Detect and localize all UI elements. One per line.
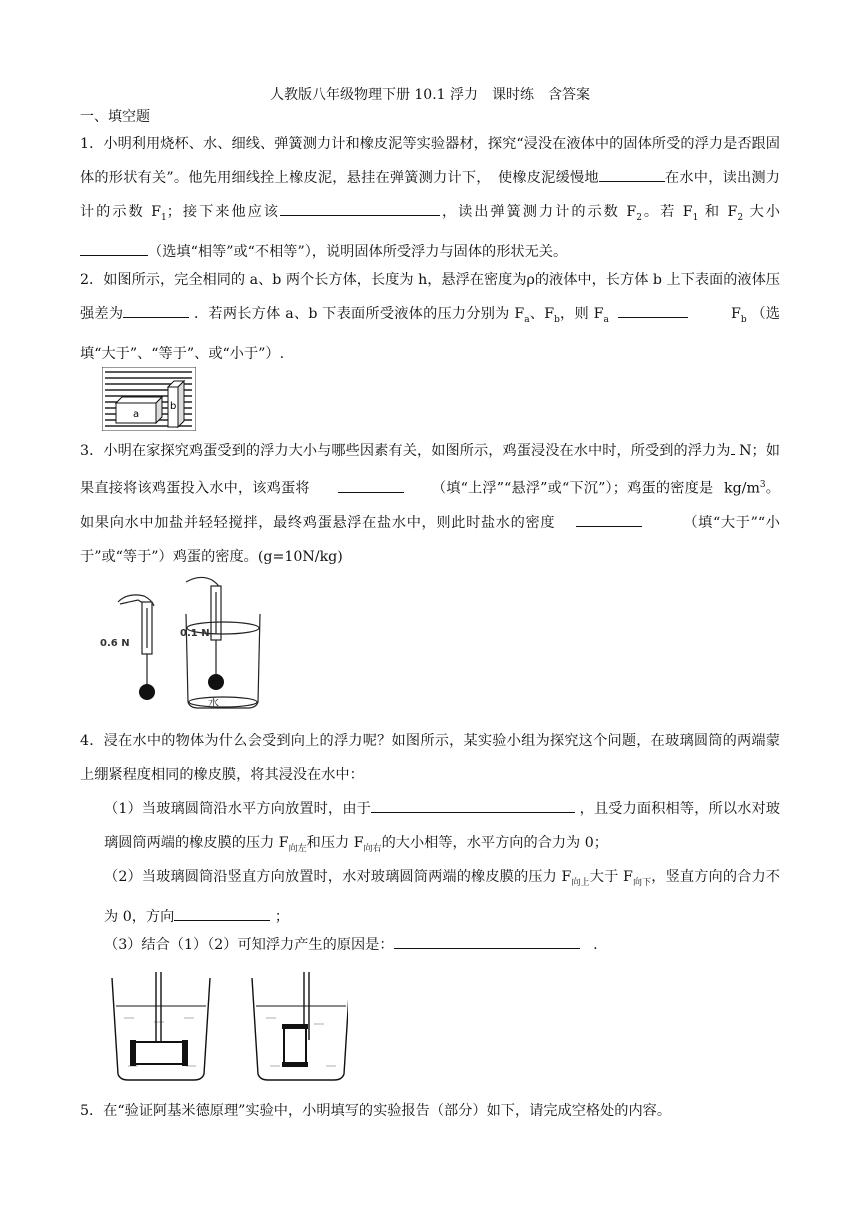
blank-1-1[interactable] bbox=[599, 165, 665, 182]
section-heading: 一、填空题 bbox=[80, 109, 150, 125]
figure-q4-cylinders bbox=[104, 970, 348, 1090]
box-b bbox=[168, 381, 184, 427]
blank-1-3[interactable] bbox=[80, 239, 148, 256]
blank-4-1[interactable] bbox=[371, 796, 575, 813]
svg-text:b: b bbox=[170, 401, 177, 412]
question-5: 5．在“验证阿基米德原理”实验中，小明填写的实验报告（部分）如下，请完成空格处的内容。 bbox=[80, 1103, 672, 1119]
reading-right: 0.1 N bbox=[180, 628, 210, 639]
box-a bbox=[116, 397, 162, 423]
question-2: 2．如图所示，完全相同的 a、b 两个长方体，长度为 h，悬浮在密度为ρ的液体中，长方体 b 上下表面的液体压强差为 ．若两长方体 a、b 下表面所受液体的压力分别为 $F_a$、$F_b$，则 $F_a$ $F_b$ （选填“大于”、“等于”、或“小于”）. bbox=[80, 272, 780, 362]
question-4-part-2: （2）当玻璃圆筒沿竖直方向放置时，水对玻璃圆筒两端的橡皮膜的压力 $F_{向上}$大于 $F_{向下}$，竖直方向的合力不为 0，方向 ； bbox=[104, 869, 780, 925]
blank-2-2[interactable] bbox=[618, 301, 688, 318]
page-title: 人教版八年级物理下册 10.1 浮力 课时练 含答案 bbox=[269, 87, 591, 103]
question-4-part-3: （3）结合（1）（2）可知浮力产生的原因是： . bbox=[104, 928, 780, 962]
blank-4-2[interactable] bbox=[174, 904, 270, 921]
question-4-part-1: （1）当玻璃圆筒沿水平方向放置时，由于 ，且受力面积相等，所以水对玻璃圆筒两端的橡皮膜的压力 $F_{向左}$和压力 $F_{向右}$的大小相等，水平方向的合力为 0； bbox=[104, 792, 780, 866]
blank-2-1[interactable] bbox=[123, 301, 189, 318]
horizontal-cylinder bbox=[130, 972, 188, 1066]
blank-3-3[interactable] bbox=[713, 476, 719, 493]
figure-q2-liquid bbox=[102, 367, 196, 431]
vertical-cylinder bbox=[282, 972, 309, 1067]
blank-1-2[interactable] bbox=[280, 199, 440, 216]
egg-in-air bbox=[139, 684, 155, 700]
question-3: 3．小明在家探究鸡蛋受到的浮力大小与哪些因素有关，如图所示，鸡蛋浸没在水中时，所受到的浮力为 N；如果直接将该鸡蛋投入水中，该鸡蛋将 （填“上浮”“悬浮”或“下沉”）；鸡蛋的密度是 $kg/m^3$。如果向水中加盐并轻轻搅拌，最终鸡蛋悬浮在盐水中，则此时盐水的密度 （填“大于”“小于”或“等于”）鸡蛋的密度。(g=10N/kg) bbox=[80, 434, 780, 574]
question-1: 1．小明利用烧杯、水、细线、弹簧测力计和橡皮泥等实验器材，探究“浸没在液体中的固体所受的浮力是否跟固体的形状有关”。他先用细线拴上橡皮泥，悬挂在弹簧测力计下， 使橡皮泥缓慢地 在水中，读出测力计的示数 $F_1$；接下来他应该 ，读出弹簧测力计的示数 $F_2$。若 $F_1$ 和 $F_2$ 大小（选填“相等”或“不相等”），说明固体所受浮力与固体的形状无关。 bbox=[80, 136, 780, 260]
blank-3-4[interactable] bbox=[576, 510, 642, 527]
figure-q3-egg bbox=[98, 574, 298, 714]
blank-3-1[interactable] bbox=[731, 438, 735, 455]
reading-left: 0.6 N bbox=[100, 638, 130, 649]
water-label: 水 bbox=[208, 696, 219, 709]
question-4-intro: 4．浸在水中的物体为什么会受到向上的浮力呢？如图所示，某实验小组为探究这个问题，在玻璃圆筒的两端蒙上绷紧程度相同的橡皮膜，将其浸没在水中： bbox=[80, 733, 780, 783]
svg-text:a: a bbox=[133, 409, 140, 420]
blank-3-2[interactable] bbox=[338, 476, 404, 493]
egg-in-water bbox=[208, 674, 224, 690]
blank-4-3[interactable] bbox=[394, 932, 580, 949]
